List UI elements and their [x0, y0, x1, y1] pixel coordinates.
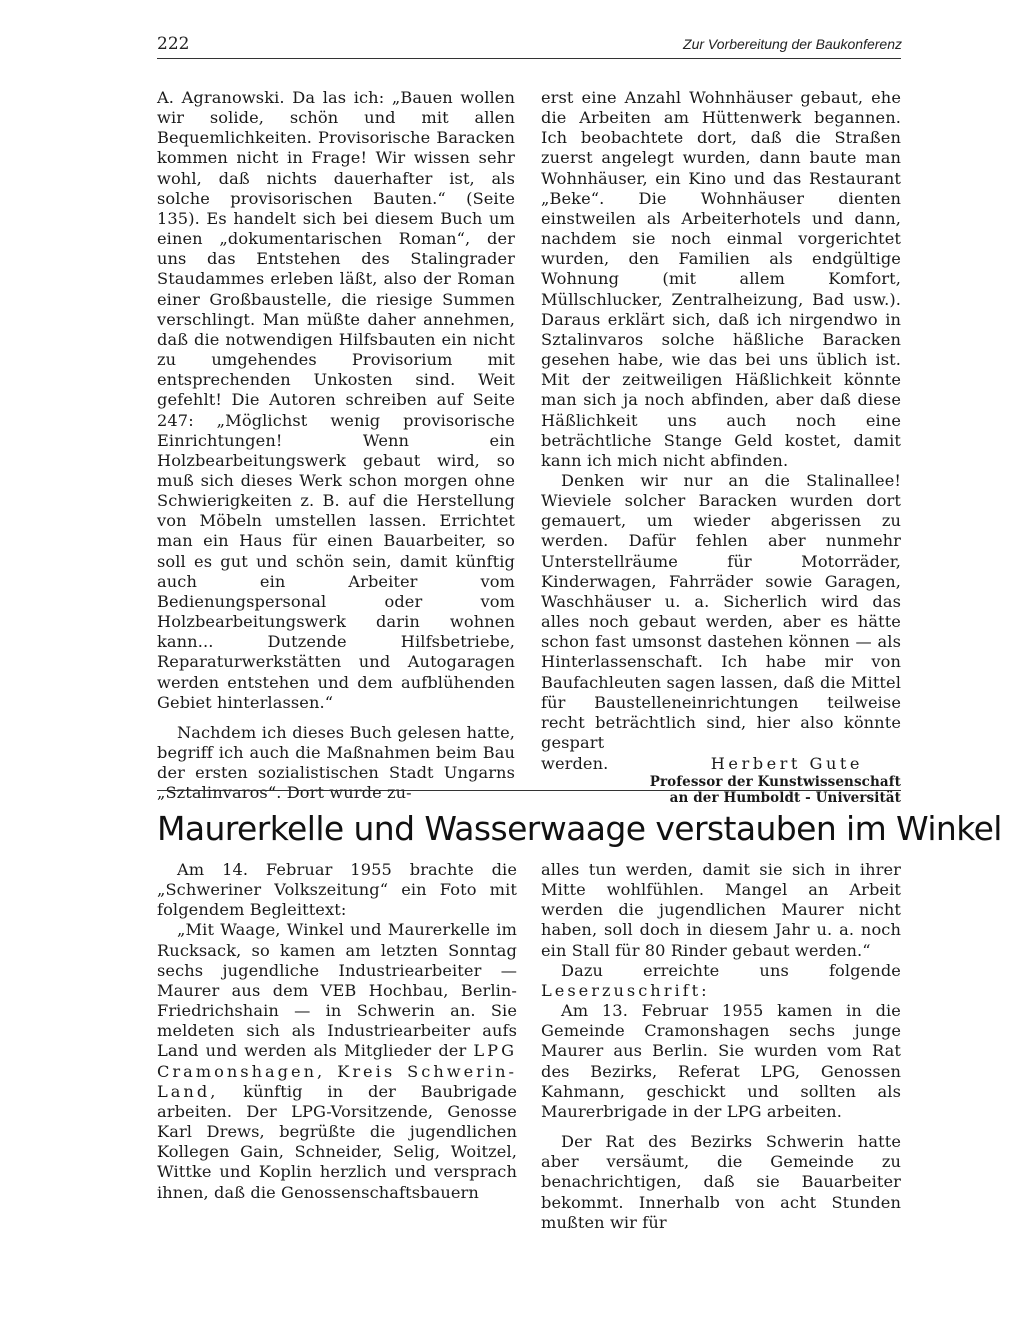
article2-paragraph: [541, 961, 901, 1001]
article1-right-column: [541, 88, 901, 806]
spaced-text: LPG Cramonshagen, Kreis Schwerin-Land,: [157, 1041, 517, 1101]
author-affiliation: Professor der Kunstwissenschaft: [649, 774, 901, 791]
article2-text: künftig in der Baubrigade arbeiten. Der LPG-Vorsitzende, Genosse Karl Drews, begrüßte die jugendlichen Kollegen Gain, Schneider, Selig, Woitzel, Wittke und Koplin herzlich und versprach ihnen, daß die Genossenschaftsbauern: [157, 1081, 518, 1202]
article2-left-column: [157, 860, 517, 1203]
article2-text: Dazu erreichte uns folgende: [561, 960, 901, 980]
article2-paragraph: Der Rat des Bezirks Schwerin hatte aber versäumt, die Gemeinde zu benachrichtigen, daß sie Bauarbeiter bekommt. Innerhalb von acht Stunden mußten wir für: [541, 1132, 901, 1232]
running-head: Zur Vorbereitung der Baukonferenz: [683, 36, 902, 52]
signature-block: [541, 754, 901, 806]
article2-paragraph: Am 14. Februar 1955 brachte die „Schweriner Volkszeitung“ ein Foto mit folgendem Begleittext:: [157, 860, 517, 920]
article1-last-word: werden.: [541, 754, 609, 774]
author-name: Herbert Gute: [710, 754, 863, 774]
article2-right-column: [541, 860, 901, 1233]
article1-paragraph: Denken wir nur an die Stalinallee! Wieviele solcher Baracken wurden dort gemauert, um wieder abgerissen zu werden. Dafür fehlen aber nunmehr Unterstellräume für Motorräder, Kinderwagen, Fahrräder sowie Garagen, Waschhäuser u. a. Sicherlich wird das alles noch gebaut werden, aber es hätte schon fast umsonst dastehen können — als Hinterlassenschaft. Ich habe mir von Baufachleuten sagen lassen, daß die Mittel für Baustelleneinrichtungen teilweise recht beträchtlich sind, hier also könnte gespart: [541, 470, 901, 752]
article1-paragraph: Nachdem ich dieses Buch gelesen hatte, begriff ich auch die Maßnahmen beim Bau der ersten sozialistischen Stadt Ungarns „Sztalinvaros“. Dort wurde zu-: [157, 722, 515, 803]
author-affiliation: an der Humboldt - Universität: [669, 790, 901, 807]
article1-left-column: [157, 88, 515, 803]
article2-text: „Mit Waage, Winkel und Maurerkelle im Rucksack, so kamen am letzten Sonntag sechs jugendliche Industriearbeiter — Maurer aus dem VEB Hochbau, Berlin-Friedrichshain — in Schwerin an. Sie meldeten sich als Industriearbeiter aufs Land und werden als Mitglieder der: [157, 920, 517, 1061]
article2-paragraph: [157, 920, 517, 1202]
article1-paragraph: erst eine Anzahl Wohnhäuser gebaut, ehe die Arbeiten am Hüttenwerk begannen. Ich beobachtete dort, daß die Straßen zuerst angelegt wurden, dann baute man Wohnhäuser, ein Kino und das Restaurant „Beke“. Die Wohnhäuser dienten einstweilen als Arbeiterhotels und dann, nachdem sie noch einmal vorgerichtet wurden, den Familien als endgültige Wohnung (mit allem Komfort, Müllschlucker, Zentralheizung, Bad usw.). Daraus erklärt sich, daß ich nirgendwo in Sztalinvaros solche häßliche Baracken gesehen habe, wie das bei uns üblich ist. Mit der zeitweiligen Häßlichkeit könnte man sich ja noch abfinden, aber daß diese Häßlichkeit uns auch noch eine beträchtliche Stange Geld kostet, damit kann ich mich nicht abfinden.: [541, 88, 901, 470]
signature-line: [541, 754, 901, 774]
article2-paragraph: alles tun werden, damit sie sich in ihrer Mitte wohlfühlen. Mangel an Arbeit werden die jugendlichen Maurer nicht haben, soll doch in diesem Jahr u. a. noch ein Stall für 80 Rinder gebaut werden.“: [541, 860, 901, 960]
article2-paragraph: Am 13. Februar 1955 kamen in die Gemeinde Cramonshagen sechs junge Maurer aus Berlin. Sie wurden vom Rat des Bezirks, Referat LPG, Genossen Kahmann, geschickt und sollten als Maurerbrigade in der LPG arbeiten.: [541, 1001, 901, 1121]
article-title: Maurerkelle und Wasserwaage verstauben im Winkel: [157, 809, 1002, 848]
page-number: 222: [157, 34, 190, 54]
spaced-text: Leserzuschrift:: [541, 980, 710, 1000]
article1-paragraph: A. Agranowski. Da las ich: „Bauen wollen wir solide, schön und mit allen Bequemlichkeiten. Provisorische Baracken kommen nicht in Frage! Wir wissen sehr wohl, daß nichts dauerhafter ist, als solche provisorischen Bauten.“ (Seite 135). Es handelt sich bei diesem Buch um einen „dokumentarischen Roman“, der uns das Entstehen des Stalingrader Staudammes erleben läßt, also der Roman einer Großbaustelle, die riesige Summen verschlingt. Man müßte daher annehmen, daß die notwendigen Hilfsbauten ein nicht zu umgehendes Provisorium mit entsprechenden Unkosten sind. Weit gefehlt! Die Autoren schreiben auf Seite 247: „Möglichst wenig provisorische Einrichtungen! Wenn ein Holzbearbeitungswerk gebaut wird, so muß sich dieses Werk schon morgen ohne Schwierigkeiten z. B. auf die Herstellung von Möbeln umstellen lassen. Errichtet man ein Haus für einen Bauarbeiter, so soll es gut und schön sein, damit künftig auch ein Arbeiter vom Bedienungspersonal oder vom Holzbearbeitungswerk darin wohnen kann... Dutzende Hilfsbetriebe, Reparaturwerkstätten und Autogaragen werden entstehen und dem aufblühenden Gebiet hinterlassen.“: [157, 88, 515, 712]
header-rule: [157, 58, 901, 59]
section-rule: [157, 790, 901, 791]
